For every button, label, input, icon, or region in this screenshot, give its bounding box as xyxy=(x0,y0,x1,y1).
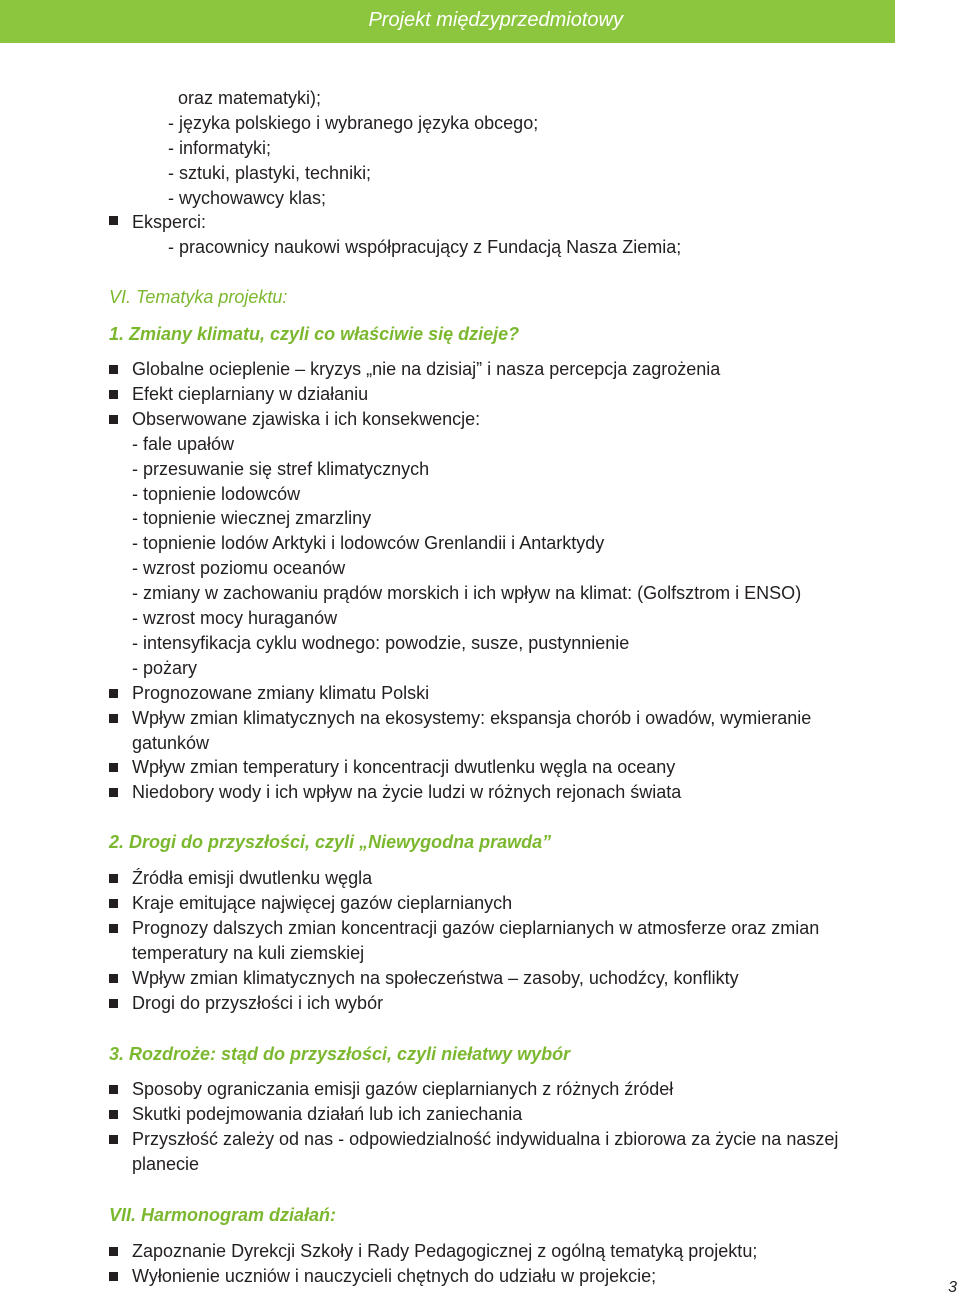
bullet-icon xyxy=(109,788,118,797)
list-item: Źródła emisji dwutlenku węgla xyxy=(132,868,373,888)
list-item: Wyłonienie uczniów i nauczycieli chętnych do udziału w projekcie; xyxy=(132,1265,657,1286)
list-item: Drogi do przyszłości i ich wybór xyxy=(132,992,384,1013)
header-title: Projekt międzyprzedmiotowy xyxy=(368,9,623,31)
list-item: Sposoby ograniczania emisji gazów cieplarnianych z różnych źródeł xyxy=(132,1079,674,1099)
bullet-icon xyxy=(109,365,118,374)
topic-title: 1. Zmiany klimatu, czyli co właściwie się dzieje? xyxy=(109,324,520,344)
list-item: - wzrost poziomu oceanów xyxy=(132,558,346,579)
list-item: Obserwowane zjawiska i ich konsekwencje: xyxy=(132,408,481,429)
list-item: Skutki podejmowania działań lub ich zaniechania xyxy=(132,1103,523,1124)
list-item: - wzrost mocy huraganów xyxy=(132,608,338,628)
list-item: Wpływ zmian temperatury i koncentracji dwutlenku węgla na oceany xyxy=(132,757,676,778)
topic-title: 3. Rozdroże: stąd do przyszłości, czyli niełatwy wybór xyxy=(109,1044,571,1064)
bullet-icon xyxy=(109,763,118,772)
bullet-icon xyxy=(109,874,118,883)
list-item: Niedobory wody i ich wpływ na życie ludzi w różnych rejonach świata xyxy=(132,782,682,803)
bullet-icon xyxy=(109,899,118,908)
topic-title: 2. Drogi do przyszłości, czyli „Niewygodna prawda” xyxy=(109,832,552,852)
bullet-icon xyxy=(109,689,118,698)
bullet-icon xyxy=(109,999,118,1008)
list-item: Globalne ocieplenie – kryzys „nie na dzisiaj” i nasza percepcja zagrożenia xyxy=(132,359,721,379)
experts-label: Eksperci: xyxy=(132,212,207,232)
list-item: - topnienie lodów Arktyki i lodowców Grenlandii i Antarktydy xyxy=(132,533,605,554)
list-item: Wpływ zmian klimatycznych na społeczeństwa – zasoby, uchodźcy, konflikty xyxy=(132,967,739,988)
experts-line: - pracownicy naukowi współpracujący z Fundacją Nasza Ziemia; xyxy=(168,237,682,257)
list-item: - topnienie wiecznej zmarzliny xyxy=(132,508,372,529)
bullet-icon xyxy=(109,216,118,225)
header-bar xyxy=(0,0,895,43)
section-title: VII. Harmonogram działań: xyxy=(109,1205,337,1225)
list-item: - fale upałów xyxy=(132,433,235,454)
bullet-icon xyxy=(109,1247,118,1256)
list-item: Prognozy dalszych zmian koncentracji gazów cieplarnianych w atmosferze oraz zmian xyxy=(132,917,820,938)
bullet-icon xyxy=(109,1110,118,1119)
bullet-icon xyxy=(109,924,118,933)
list-item: - pożary xyxy=(132,657,198,678)
list-item: Przyszłość zależy od nas - odpowiedzialność indywidualna i zbiorowa za życie na naszej xyxy=(132,1128,839,1149)
list-item: - topnienie lodowców xyxy=(132,483,301,504)
list-item: planecie xyxy=(132,1153,200,1174)
intro-line: - informatyki; xyxy=(168,138,272,158)
list-item: - zmiany w zachowaniu prądów morskich i ich wpływ na klimat: (Golfsztrom i ENSO) xyxy=(132,583,802,604)
list-item: - intensyfikacja cyklu wodnego: powodzie, susze, pustynnienie xyxy=(132,632,630,653)
list-item: gatunków xyxy=(132,732,210,753)
bullet-icon xyxy=(109,714,118,723)
bullet-icon xyxy=(109,1085,118,1094)
list-item: Efekt cieplarniany w działaniu xyxy=(132,383,369,404)
bullet-icon xyxy=(109,974,118,983)
list-item: Zapoznanie Dyrekcji Szkoły i Rady Pedagogicznej z ogólną tematyką projektu; xyxy=(132,1241,758,1261)
intro-line: - języka polskiego i wybranego języka obcego; xyxy=(168,113,539,133)
bullet-icon xyxy=(109,1272,118,1281)
section-title: VI. Tematyka projektu: xyxy=(109,287,288,307)
intro-line: - wychowawcy klas; xyxy=(168,188,327,208)
bullet-icon xyxy=(109,390,118,399)
page-number: 3 xyxy=(948,1279,957,1296)
list-item: temperatury na kuli ziemskiej xyxy=(132,942,365,963)
intro-line: oraz matematyki); xyxy=(178,88,322,108)
bullet-icon xyxy=(109,415,118,424)
list-item: Wpływ zmian klimatycznych na ekosystemy: ekspansja chorób i owadów, wymieranie xyxy=(132,707,812,728)
list-item: Prognozowane zmiany klimatu Polski xyxy=(132,682,430,703)
list-item: - przesuwanie się stref klimatycznych xyxy=(132,458,430,479)
bullet-icon xyxy=(109,1135,118,1144)
intro-line: - sztuki, plastyki, techniki; xyxy=(168,163,372,183)
list-item: Kraje emitujące najwięcej gazów cieplarnianych xyxy=(132,892,513,913)
